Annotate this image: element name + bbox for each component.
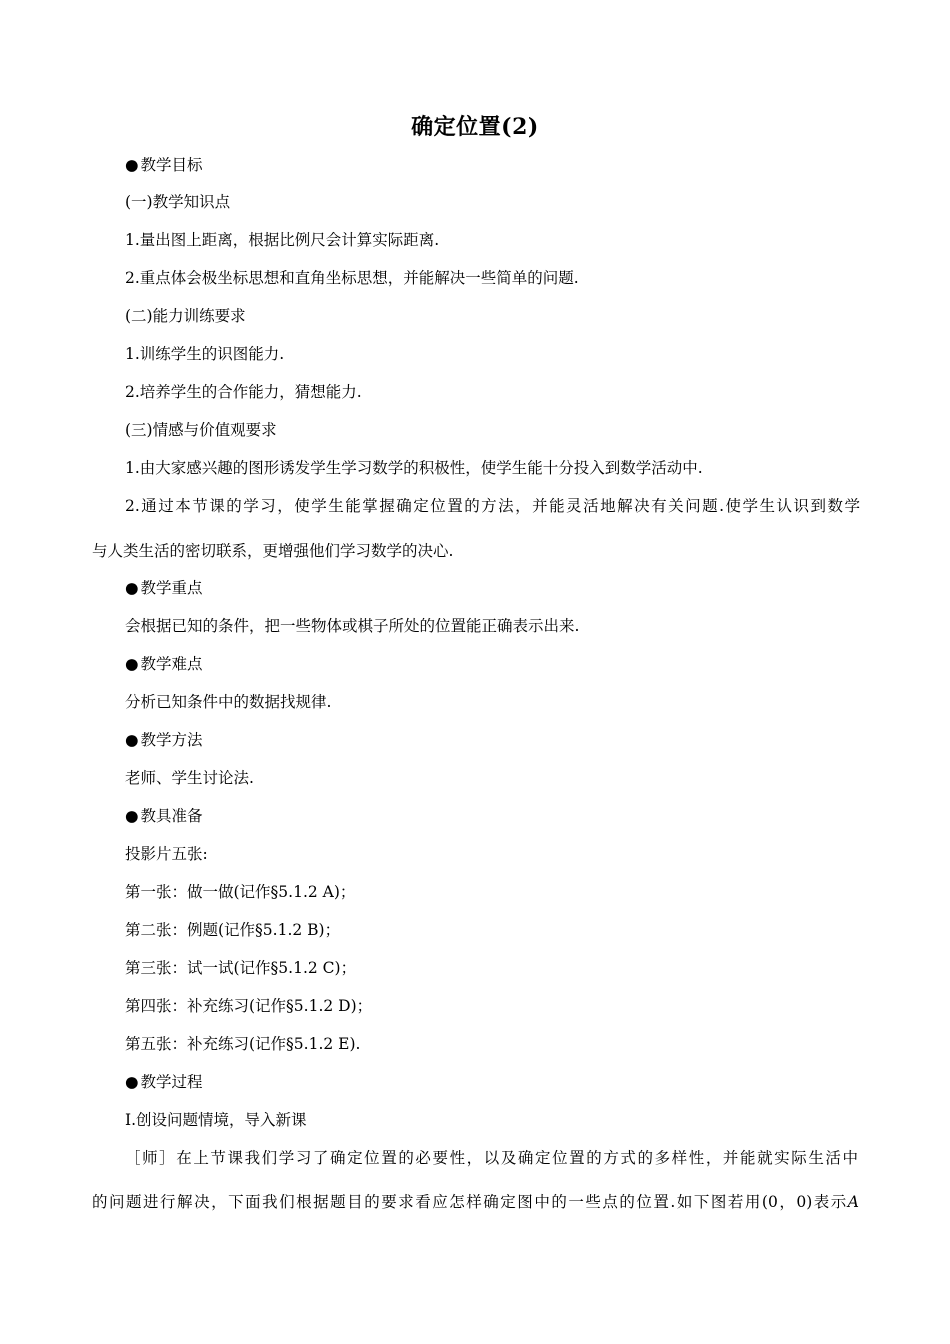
paragraph-continuation: 的问题进行解决，下面我们根据题目的要求看应怎样确定图中的一些点的位置.如下图若用(0，0)表示A [92,1193,859,1211]
list-item: 第一张：做一做(记作§5.1.2 A)； [125,883,356,901]
list-item: 第三张：试一试(记作§5.1.2 C)； [125,959,357,977]
paragraph: 1.训练学生的识图能力. [125,345,285,363]
paragraph: 1.由大家感兴趣的图形诱发学生学习数学的积极性，使学生能十分投入到数学活动中. [125,459,703,477]
paragraph: ［师］在上节课我们学习了确定位置的必要性，以及确定位置的方式的多样性，并能就实际生活中 [125,1149,858,1167]
paragraph: 分析已知条件中的数据找规律. [125,693,332,711]
list-item: 第四张：补充练习(记作§5.1.2 D)； [125,997,373,1015]
bullet-icon: ● [125,655,139,673]
heading-process: ● 教学过程 [125,1073,203,1091]
paragraph-continuation: 与人类生活的密切联系，更增强他们学习数学的决心. [92,542,454,560]
paragraph: 投影片五张: [125,845,208,863]
bullet-icon: ● [125,807,139,825]
heading-emotion: (三)情感与价值观要求 [125,421,277,439]
list-item: 第五张：补充练习(记作§5.1.2 E). [125,1035,361,1053]
paragraph: 2.培养学生的合作能力，猜想能力. [125,383,362,401]
bullet-icon: ● [125,156,139,174]
heading-goals: ● 教学目标 [125,156,203,174]
paragraph: Ⅰ.创设问题情境，导入新课 [125,1111,307,1129]
page-title: 确定位置(2) [411,114,539,140]
paragraph: 1.量出图上距离，根据比例尺会计算实际距离. [125,231,440,249]
heading-ability: (二)能力训练要求 [125,307,246,325]
list-item: 第二张：例题(记作§5.1.2 B)； [125,921,341,939]
heading-difficulty: ● 教学难点 [125,655,203,673]
paragraph: 2.通过本节课的学习，使学生能掌握确定位置的方法，并能灵活地解决有关问题.使学生认识到数学 [125,497,860,515]
bullet-icon: ● [125,1073,139,1091]
heading-knowledge: (一)教学知识点 [125,193,231,211]
bullet-icon: ● [125,731,139,749]
heading-tools: ● 教具准备 [125,807,203,825]
paragraph: 会根据已知的条件，把一些物体或棋子所处的位置能正确表示出来. [125,617,580,635]
variable-a: A [847,1193,859,1211]
bullet-icon: ● [125,579,139,597]
paragraph: 2.重点体会极坐标思想和直角坐标思想，并能解决一些简单的问题. [125,269,579,287]
heading-key-points: ● 教学重点 [125,579,203,597]
paragraph: 老师、学生讨论法. [125,769,254,787]
heading-method: ● 教学方法 [125,731,203,749]
